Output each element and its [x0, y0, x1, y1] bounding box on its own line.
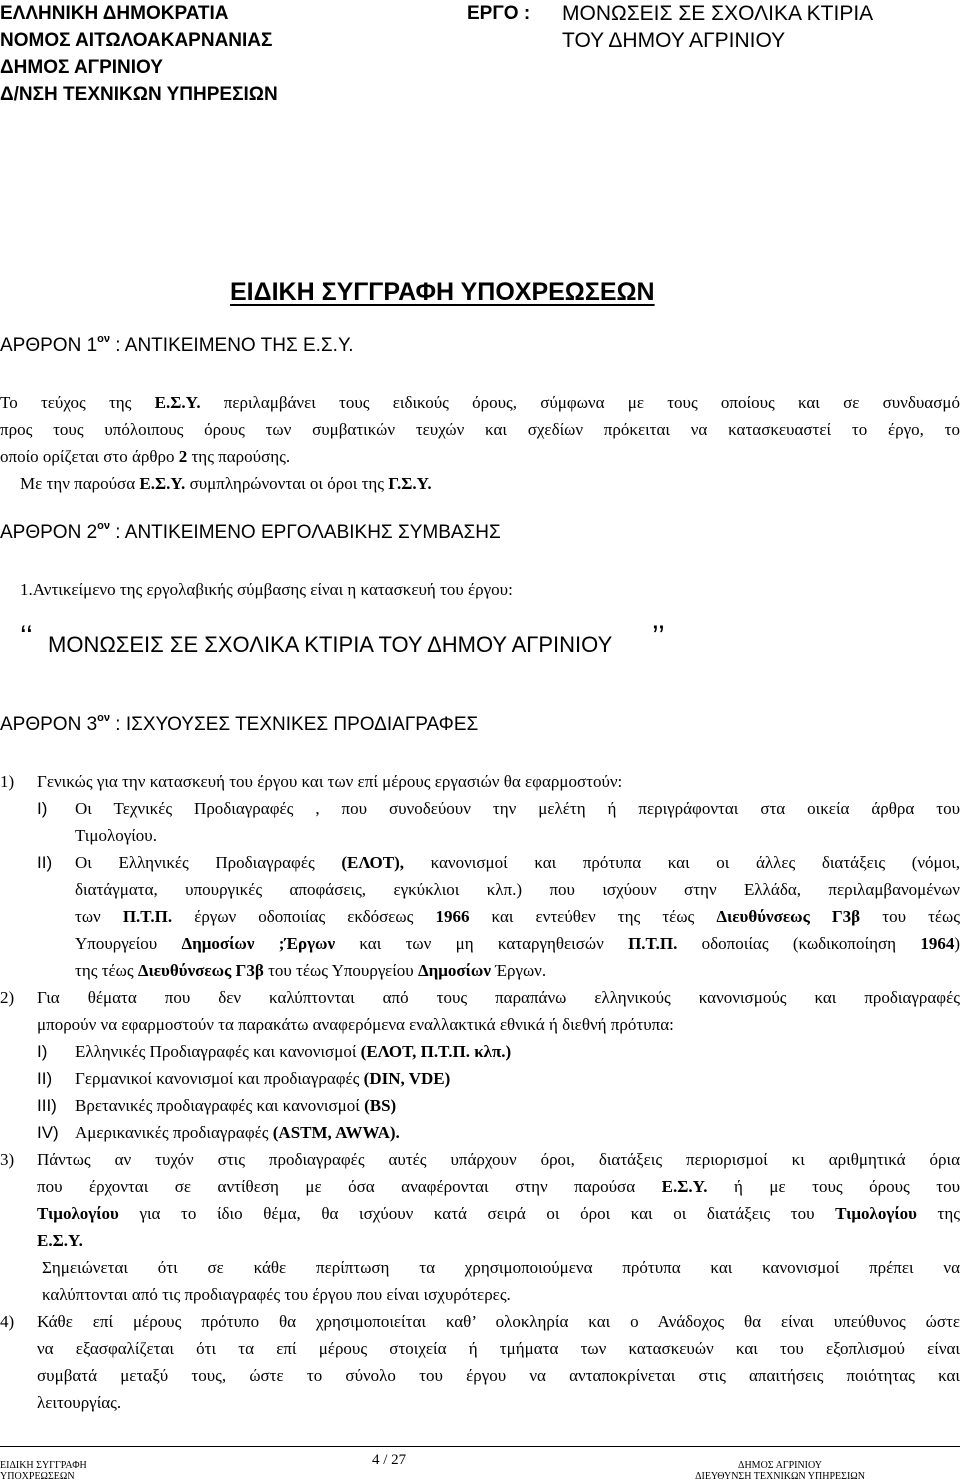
document-title: ΕΙΔΙΚΗ ΣΥΓΓΡΑΦΗ ΥΠΟΧΡΕΩΣΕΩΝ [230, 278, 655, 306]
footer-left: ΕΙΔΙΚΗ ΣΥΓΓΡΑΦΗ ΥΠΟΧΡΕΩΣΕΩΝ [0, 1460, 87, 1482]
project-line-1: ΜΟΝΩΣΕΙΣ ΣΕ ΣΧΟΛΙΚΑ ΚΤΙΡΙΑ [562, 2, 874, 25]
issuer-line-2: ΝΟΜΟΣ ΑΙΤΩΛΟΑΚΑΡΝΑΝΙΑΣ [0, 30, 273, 51]
issuer-block [0, 0, 278, 108]
section-2-item-4: Αμερικανικές προδιαγραφές (ASTM, AWWA). [75, 1123, 400, 1142]
section-2-item-2: Γερμανικοί κανονισμοί και προδιαγραφές (DIN, VDE) [75, 1069, 451, 1088]
project-line-2: ΤΟΥ ΔΗΜΟΥ ΑΓΡΙΝΙΟΥ [562, 29, 786, 52]
section-2-item-3: Βρετανικές προδιαγραφές και κανονισμοί (BS) [75, 1096, 397, 1115]
quote-open: ‘‘ [20, 620, 33, 653]
section-3-text: Πάντως αν τυχόν στις προδιαγραφές αυτές υπάρχουν όροι, διατάξεις περιορισμοί κι αριθμητικά όρια που έρχονται σε αντίθεση με όσα αναφέρονται στην παρούσα Ε.Σ.Υ. ή με τους όρους του Τιμολογίου για το ίδιο θέμα, θα ισχύουν κατά σειρά οι όροι και οι διατάξεις του Τιμολογίου της Ε.Σ.Υ. [37, 1150, 960, 1250]
footer-rule [0, 1446, 960, 1447]
project-label: ΕΡΓΟ : [467, 3, 531, 24]
issuer-line-1: ΕΛΛΗΝΙΚΗ ΔΗΜΟΚΡΑΤΙΑ [0, 3, 229, 24]
section-2-item-2-number: ΙΙ) [37, 1069, 53, 1088]
section-1-text: Γενικώς για την κατασκευή του έργου και των επί μέρους εργασιών θα εφαρμοστούν: [37, 772, 623, 791]
issuer-line-3: ΔΗΜΟΣ ΑΓΡΙΝΙΟΥ [0, 57, 163, 78]
section-1-item-i: Οι Τεχνικές Προδιαγραφές , που συνοδεύουν την μελέτη ή περιγράφονται στα οικεία άρθρα του Τιμολογίου. [75, 799, 960, 845]
project-quote: ΜΟΝΩΣΕΙΣ ΣΕ ΣΧΟΛΙΚΑ ΚΤΙΡΙΑ ΤΟΥ ΔΗΜΟΥ ΑΓΡΙΝΙΟΥ [48, 632, 613, 657]
section-2-item-4-number: ΙV) [37, 1123, 59, 1142]
section-3-note: Σημειώνεται ότι σε κάθε περίπτωση τα χρησιμοποιούμενα πρότυπα και κανονισμοί πρέπει να καλύπτονται από τις προδιαγραφές του έργου που είναι ισχυρότερες. [42, 1258, 960, 1304]
project-name [562, 0, 873, 54]
article-1-line-1: Το τεύχος της Ε.Σ.Υ. περιλαμβάνει τους ειδικούς όρους, σύμφωνα με τους οποίους και σε συνδυασμό [0, 393, 960, 412]
article-2-heading: ΑΡΘΡΟΝ $2^{o\nu}$ : ΑΝΤΙΚΕΙΜΕΝΟ ΕΡΓΟΛΑΒΙΚΗΣ ΣΥΜΒΑΣΗΣ [0, 520, 501, 543]
section-2-number: 2) [0, 988, 15, 1007]
article-1-line-2: προς τους υπόλοιπους όρους των συμβατικών τευχών και σχεδίων πρόκειται να κατασκευαστεί το έργο, το [0, 420, 960, 439]
article-2-paragraph: 1.Αντικείμενο της εργολαβικής σύμβασης είναι η κατασκευή του έργου: [20, 580, 513, 599]
section-2-item-1: Ελληνικές Προδιαγραφές και κανονισμοί (ΕΛΟΤ, Π.Τ.Π. κλπ.) [75, 1042, 512, 1061]
section-4-text: Κάθε επί μέρους πρότυπο θα χρησιμοποιείται καθ’ ολοκληρία και ο Ανάδοχος θα είναι υπεύθυνος ώστε να εξασφαλίζεται ότι τα επί μέρους στοιχεία ή τμήματα των κατασκευών και του εξοπλισμού είναι συμβατά μεταξύ τους, ώστε το σύνολο του έργου να ανταποκρίνεται στις απαιτήσεις ποιότητας και λειτουργίας. [37, 1312, 960, 1412]
section-1-item-ii-number: ΙΙ) [37, 853, 53, 872]
section-2-item-3-number: ΙΙΙ) [37, 1096, 57, 1115]
article-1-supplement: Με την παρούσα Ε.Σ.Υ. συμπληρώνονται οι όροι της Γ.Σ.Υ. [20, 474, 432, 493]
article-3-heading: ΑΡΘΡΟΝ $3^{o\nu}$ : ΙΣΧΥΟΥΣΕΣ ΤΕΧΝΙΚΕΣ ΠΡΟΔΙΑΓΡΑΦΕΣ [0, 712, 479, 735]
section-1-item-ii: Οι Ελληνικές Προδιαγραφές (ΕΛΟΤ), κανονισμοί και πρότυπα και οι άλλες διατάξεις (νόμοι, διατάγματα, υπουργικές αποφάσεις, εγκύκλιοι κλπ.) που ισχύουν στην Ελλάδα, περιλαμβανομένων των Π.Τ.Π. έργων οδοποιίας εκδόσεως 1966 και εντεύθεν της τέως Διευθύνσεως Γ3β του τέως Υπουργείου Δημοσίων ;Έργων και των μη καταργηθεισών Π.Τ.Π. οδοποιίας (κωδικοποίηση 1964) της τέως Διευθύνσεως Γ3β του τέως Υπουργείου Δημοσίων Έργων. [75, 853, 960, 980]
quote-close: ’’ [652, 620, 665, 653]
section-2-item-1-number: Ι) [37, 1042, 48, 1061]
section-1-item-i-number: Ι) [37, 799, 48, 818]
issuer-line-4: Δ/ΝΣΗ ΤΕΧΝΙΚΩΝ ΥΠΗΡΕΣΙΩΝ [0, 84, 278, 105]
section-4-number: 4) [0, 1312, 15, 1331]
article-1-paragraph [0, 389, 960, 470]
section-1-number: 1) [0, 772, 15, 791]
footer-right: ΔΗΜΟΣ ΑΓΡΙΝΙΟΥ ΔΙΕΥΘΥΝΣΗ ΤΕΧΝΙΚΩΝ ΥΠΗΡΕΣΙΩΝ [695, 1460, 865, 1482]
page-number: 4 / 27 [372, 1452, 407, 1468]
article-1-heading: ΑΡΘΡΟΝ $1^{o\nu}$ : ΑΝΤΙΚΕΙΜΕΝΟ ΤΗΣ Ε.Σ.Υ. [0, 333, 354, 356]
article-1-line-3: οποίο ορίζεται στο άρθρο 2 της παρούσης. [0, 447, 291, 466]
section-3-number: 3) [0, 1150, 15, 1169]
section-2-text: Για θέματα που δεν καλύπτονται από τους παραπάνω ελληνικούς κανονισμούς και προδιαγραφές μπορούν να εφαρμοστούν τα παρακάτω αναφερόμενα εναλλακτικά εθνικά ή διεθνή πρότυπα: [37, 988, 960, 1034]
